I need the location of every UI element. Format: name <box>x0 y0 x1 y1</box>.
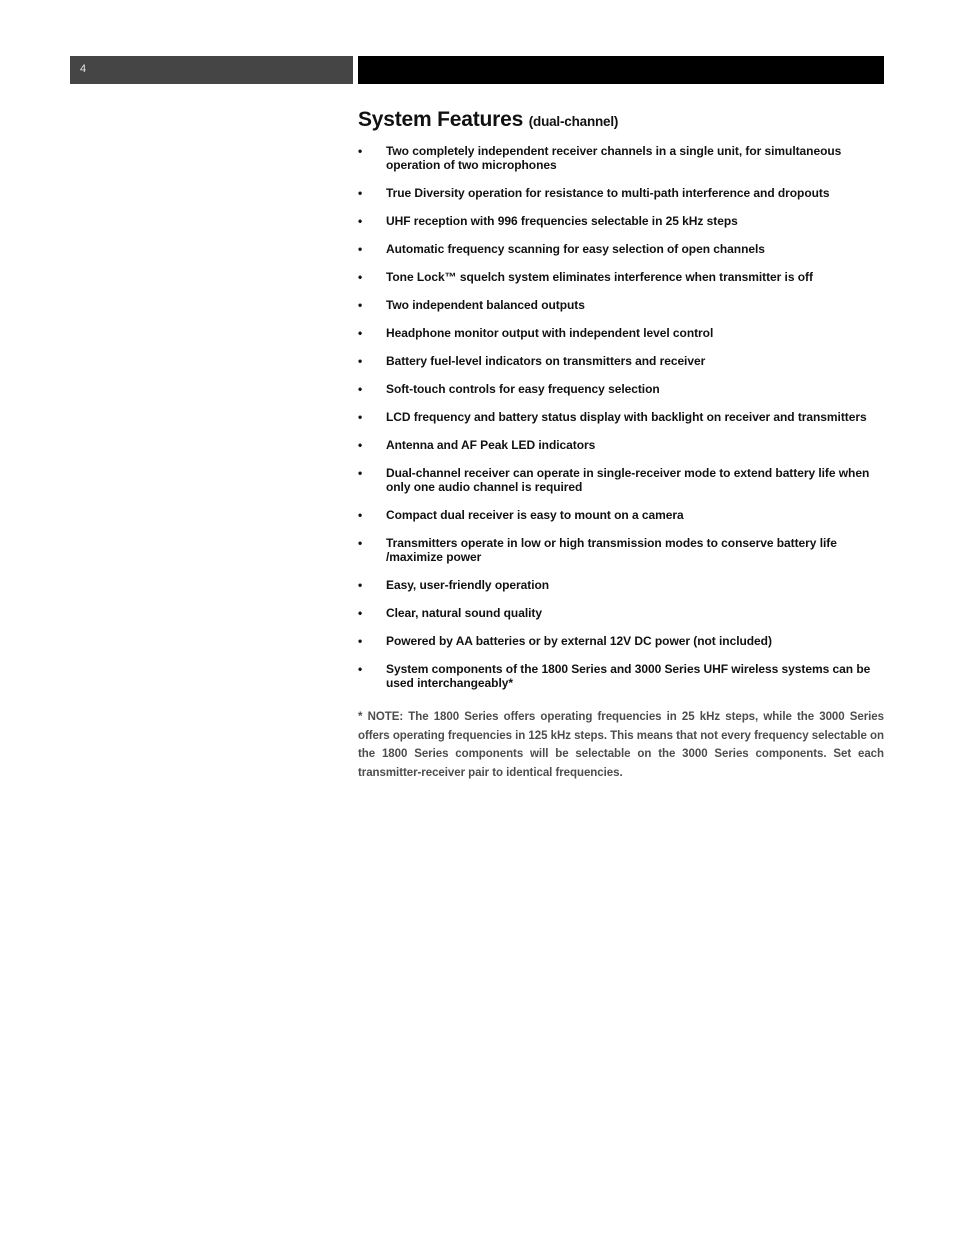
list-item <box>358 536 884 564</box>
bullet-icon: • <box>358 606 363 620</box>
bullet-icon: • <box>358 214 363 228</box>
list-item <box>358 298 884 312</box>
list-item <box>358 270 884 284</box>
bullet-icon: • <box>358 270 363 284</box>
feature-text: Automatic frequency scanning for easy selection of open channels <box>386 242 765 256</box>
feature-text: Easy, user-friendly operation <box>386 578 550 592</box>
bullet-icon: • <box>358 354 363 368</box>
list-item <box>358 186 884 200</box>
feature-text: Headphone monitor output with independent level control <box>386 326 714 340</box>
page-number: 4 <box>80 63 87 75</box>
list-item <box>358 242 884 256</box>
bullet-icon: • <box>358 438 363 452</box>
bullet-icon: • <box>358 144 363 158</box>
bullet-icon: • <box>358 242 363 256</box>
feature-text: Clear, natural sound quality <box>386 606 542 620</box>
list-item <box>358 438 884 452</box>
bullet-icon: • <box>358 466 363 480</box>
header-bar-right <box>358 56 884 84</box>
list-item <box>358 606 884 620</box>
feature-text: Antenna and AF Peak LED indicators <box>386 438 596 452</box>
section-heading <box>358 106 884 136</box>
bullet-icon: • <box>358 578 363 592</box>
list-item <box>358 578 884 592</box>
bullet-icon: • <box>358 382 363 396</box>
feature-text: True Diversity operation for resistance to multi-path interference and dropouts <box>386 186 830 200</box>
feature-text: Transmitters operate in low or high transmission modes to conserve battery life /maximize power <box>386 536 837 564</box>
list-item <box>358 354 884 368</box>
footnote: * NOTE: The 1800 Series offers operating frequencies in 25 kHz steps, while the 3000 Series offers operating frequencies in 125 kHz steps. This means that not every frequency selectable on the 1800 Series components will be selectable on the 3000 Series components. Set each transmitter-receiver pair to identical frequencies. <box>358 711 884 780</box>
list-item <box>358 634 884 648</box>
list-item <box>358 410 884 424</box>
feature-text: Tone Lock™ squelch system eliminates interference when transmitter is off <box>386 270 813 284</box>
list-item <box>358 144 884 172</box>
list-item <box>358 662 884 690</box>
header-bar-left <box>70 56 353 84</box>
list-item <box>358 466 884 494</box>
feature-text: Two independent balanced outputs <box>386 298 585 312</box>
feature-text: UHF reception with 996 frequencies selectable in 25 kHz steps <box>386 214 738 228</box>
bullet-icon: • <box>358 298 363 312</box>
feature-text: LCD frequency and battery status display with backlight on receiver and transmitters <box>386 410 867 424</box>
section-subtitle: (dual-channel) <box>528 114 619 129</box>
feature-text: Powered by AA batteries or by external 12V DC power (not included) <box>386 634 772 648</box>
bullet-icon: • <box>358 410 363 424</box>
bullet-icon: • <box>358 186 363 200</box>
bullet-icon: • <box>358 634 363 648</box>
list-item <box>358 382 884 396</box>
feature-text: Battery fuel-level indicators on transmitters and receiver <box>386 354 706 368</box>
list-item <box>358 326 884 340</box>
section-title: System Features <box>358 108 524 131</box>
feature-text: System components of the 1800 Series and 3000 Series UHF wireless systems can be used interchangeably* <box>386 662 871 690</box>
feature-text: Dual-channel receiver can operate in single-receiver mode to extend battery life when only one audio channel is required <box>386 466 870 494</box>
list-item <box>358 214 884 228</box>
bullet-icon: • <box>358 508 363 522</box>
list-item <box>358 508 884 522</box>
main-content <box>358 106 884 783</box>
feature-list <box>358 144 884 690</box>
feature-text: Soft-touch controls for easy frequency selection <box>386 382 660 396</box>
bullet-icon: • <box>358 662 363 676</box>
bullet-icon: • <box>358 536 363 550</box>
feature-text: Two completely independent receiver channels in a single unit, for simultaneous operation of two microphones <box>386 144 842 172</box>
bullet-icon: • <box>358 326 363 340</box>
feature-text: Compact dual receiver is easy to mount on a camera <box>386 508 684 522</box>
